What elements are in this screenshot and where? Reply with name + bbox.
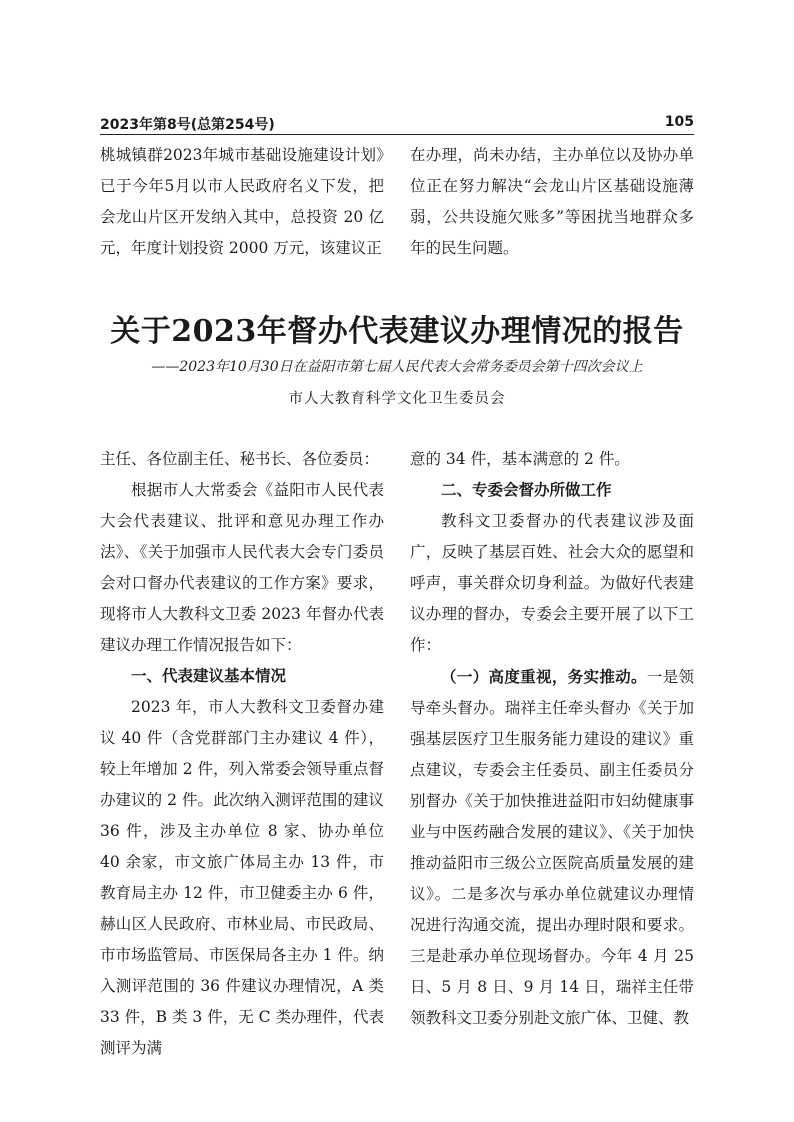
intro-paragraph: 根据市人大常委会《益阳市人民代表大会代表建议、批评和意见办理工作办法》、《关于加强市人民代表大会专门委员会对口督办代表建议的工作方案》要求，现将市人大教科文卫委 2023 年督办代表建议办理工作情况报告如下： (100, 481, 384, 654)
point-1-paragraph (410, 661, 694, 1034)
page-number: 105 (664, 114, 694, 130)
previous-article-left-column (100, 140, 384, 264)
article-author: 市人大教育科学文化卫生委员会 (288, 391, 506, 407)
salutation: 主任、各位副主任、秘书长、各位委员： (100, 450, 380, 468)
continuation-paragraph: 意的 34 件，基本满意的 2 件。 (410, 450, 630, 468)
section-1-paragraph: 2023 年，市人大教科文卫委督办建议 40 件（含党群部门主办建议 4 件），较上年增加 2 件，列入常委会领导重点督办建议的 2 件。此次纳入测评范围的建议 36 件，涉及主办单位 8 家、协办单位 40 余家，市文旅广体局主办 13 件，市教育局主办 12 件，市卫健委主办 6 件，赫山区人民政府、市林业局、市民政局、市市场监管局、市医保局各主办 1 件。纳入测评范围的 36 件建议办理情况，A 类 33 件，B 类 3 件，无 C 类办理件，代表测评为满 (100, 698, 384, 1057)
article-right-column (410, 444, 694, 1034)
point-1-body: 一是领导牵头督办。瑞祥主任牵头督办《关于加强基层医疗卫生服务能力建设的建议》重点建议，专委会主任委员、副主任委员分别督办《关于加快推进益阳市妇幼健康事业与中医药融合发展的建议》、《关于加快推动益阳市三级公立医院高质量发展的建议》。二是多次与承办单位就建议办理情况进行沟通交流，提出办理时限和要求。三是赴承办单位现场督办。今年 4 月 25 日、5 月 8 日、9 月 14 日，瑞祥主任带领教科文卫委分别赴文旅广体、卫健、教 (410, 668, 694, 1027)
running-header (100, 114, 694, 134)
section-heading-2: 二、专委会督办所做工作 (441, 481, 612, 499)
article-title: 关于2023年督办代表建议办理情况的报告 (110, 314, 684, 349)
section-heading-1: 一、代表建议基本情况 (131, 667, 287, 685)
article-subtitle: ——2023年10月30日在益阳市第七届人民代表大会常务委员会第十四次会议上 (151, 359, 643, 375)
point-1-heading: （一）高度重视，务实推动。 (441, 667, 647, 686)
previous-article-text-right: 在办理，尚未办结，主办单位以及协办单位正在努力解决“会龙山片区基础设施薄弱，公共设施欠账多”等困扰当地群众多年的民生问题。 (410, 146, 694, 257)
header-rule (100, 134, 694, 135)
previous-article-text-left: 桃城镇群2023年城市基础设施建设计划》已于今年5月以市人民政府名义下发，把会龙山片区开发纳入其中，总投资 20 亿元，年度计划投资 2000 万元，该建议正 (100, 146, 384, 257)
previous-article-right-column (410, 140, 694, 264)
article-left-column (100, 444, 384, 1064)
issue-label: 2023年第8号(总第254号) (100, 117, 275, 133)
section-2-intro-paragraph: 教科文卫委督办的代表建议涉及面广，反映了基层百姓、社会大众的愿望和呼声，事关群众切身利益。为做好代表建议办理的督办，专委会主要开展了以下工作： (410, 512, 694, 654)
